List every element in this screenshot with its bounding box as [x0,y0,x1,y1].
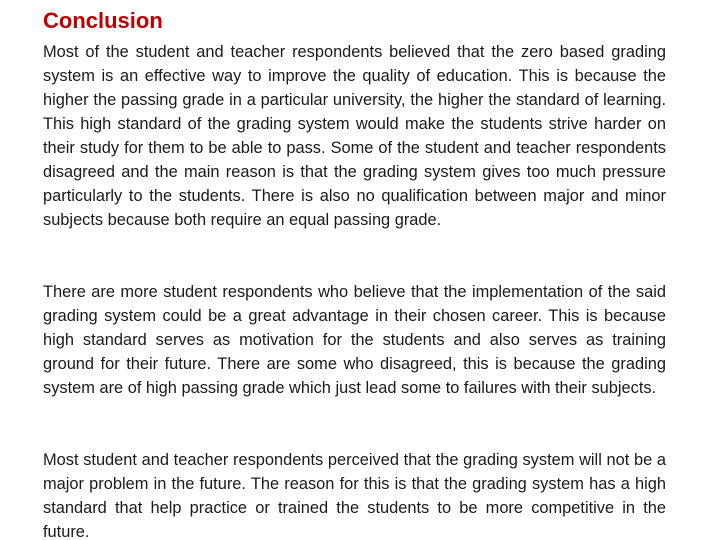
slide-title: Conclusion [43,8,163,33]
paragraph-future-outlook: Most student and teacher respondents perceived that the grading system will not be a major problem in the future. The reason for this is that the grading system has a high standard that help practice or trained the students to be more competitive in the future. [43,451,666,540]
paragraph-career-advantage: There are more student respondents who believe that the implementation of the said grading system could be a great advantage in their chosen career. This is because high standard serves as motivation for the students and also serves as training ground for their future. There are some who disagreed, this is because the grading system are of high passing grade which just lead some to failures with their subjects. [43,283,666,397]
paragraph-effectiveness: Most of the student and teacher respondents believed that the zero based grading system is an effective way to improve the quality of education. This is because the higher the passing grade in a particular university, the higher the standard of learning. This high standard of the grading system would make the students strive harder on their study for them to be able to pass. Some of the student and teacher respondents disagreed and the main reason is that the grading system gives too much pressure particularly to the students. There is also no qualification between major and minor subjects because both require an equal passing grade. [43,43,666,229]
